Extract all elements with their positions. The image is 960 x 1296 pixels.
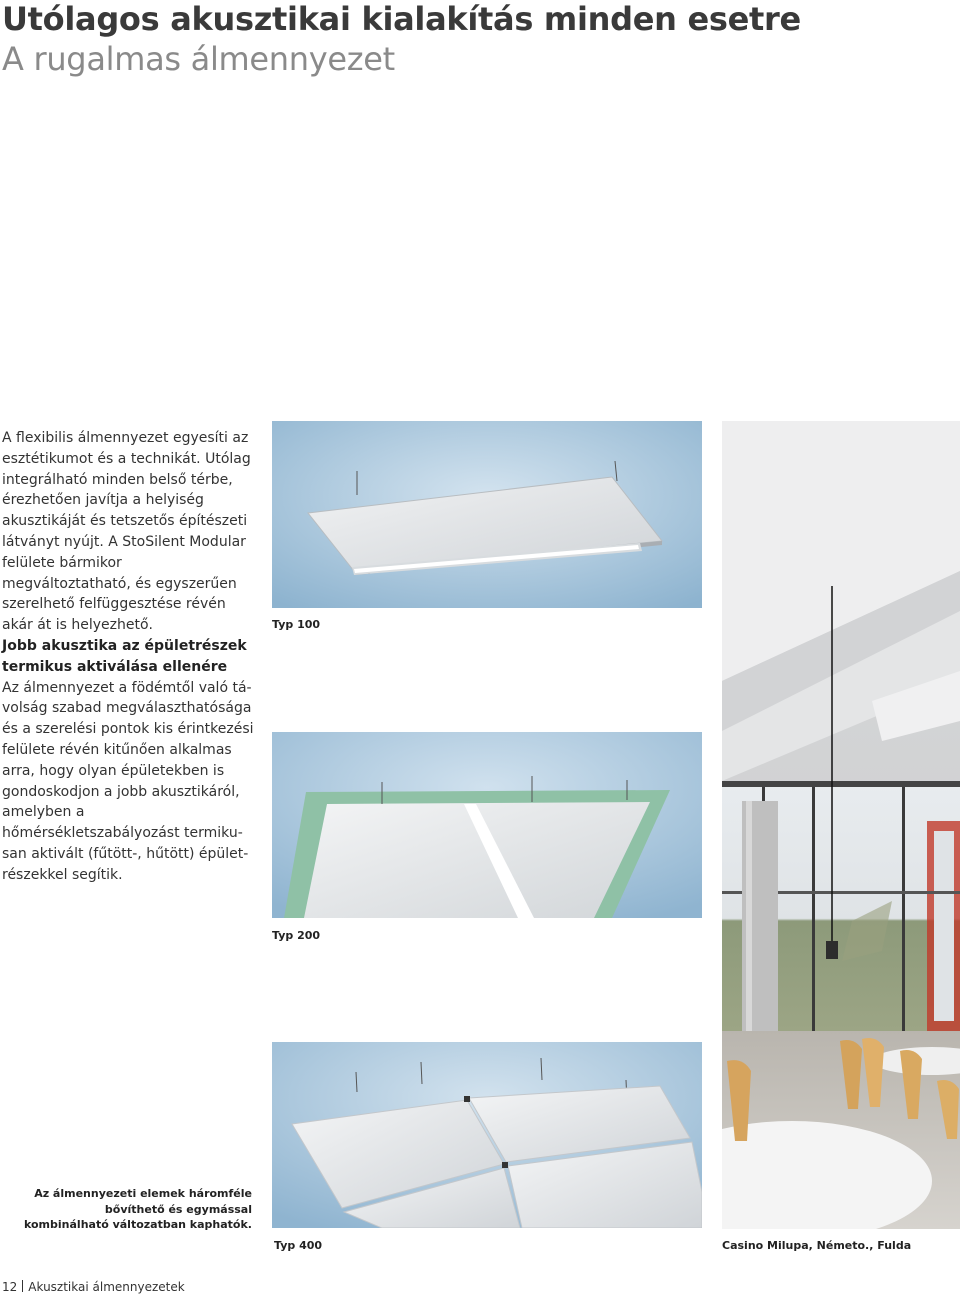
typ100-label: Typ 100 <box>272 618 321 631</box>
typ200-illustration <box>272 732 702 918</box>
typ400-illustration <box>272 1042 702 1228</box>
typ400-label: Typ 400 <box>274 1239 323 1252</box>
page-subtitle: A rugalmas álmennyezet <box>2 40 395 78</box>
footer-section-title: Akusztikai álmennyezetek <box>28 1280 185 1294</box>
typ100-illustration <box>272 421 702 608</box>
section-paragraph: Az álmennyezet a födémtől való távolság szabad megválaszthatósága és a szerelési pontok kis érintkezési felülete révén kitűnően alkalmas arra, hogy olyan épületekben is gondoskodjon a jobb akusztikáról, amelyben a hőmérsékletszabályozást termikusan aktivált (fűtött-, hűtött) épületrészekkel segítik. <box>2 679 254 883</box>
page-title: Utólagos akusztikai kialakítás minden esetre <box>2 0 801 38</box>
acoustics-section <box>2 636 254 886</box>
intro-paragraph: A flexibilis álmennyezet egyesíti az esztétikumot és a technikát. Utólag integrálható minden belső térbe, érezhetően javítja a helyiség akusztikáját és tetszetős építészeti látványt nyújt. A StoSilent Modular felülete bármikor megváltoztatható, és egyszerűen szerelhető felfüggesztése révén akár át is helyezhető. <box>2 430 251 634</box>
casino-interior-illustration <box>722 421 960 1229</box>
typ200-image <box>272 732 702 918</box>
page-footer <box>2 1280 185 1294</box>
typ400-image <box>272 1042 702 1228</box>
casino-photo-caption: Casino Milupa, Németo., Fulda <box>722 1239 912 1252</box>
footer-separator <box>22 1280 23 1292</box>
typ200-label: Typ 200 <box>272 929 321 942</box>
variants-caption: Az álmennyezeti elemek háromféle bővíthető és egymással kombinálható változatban kaphatók. <box>23 1187 252 1232</box>
section-heading: Jobb akusztika az épületrészek termikus aktiválása ellenére <box>2 638 247 675</box>
page-number: 12 <box>2 1280 18 1294</box>
typ100-image <box>272 421 702 608</box>
casino-photo <box>722 421 960 1229</box>
